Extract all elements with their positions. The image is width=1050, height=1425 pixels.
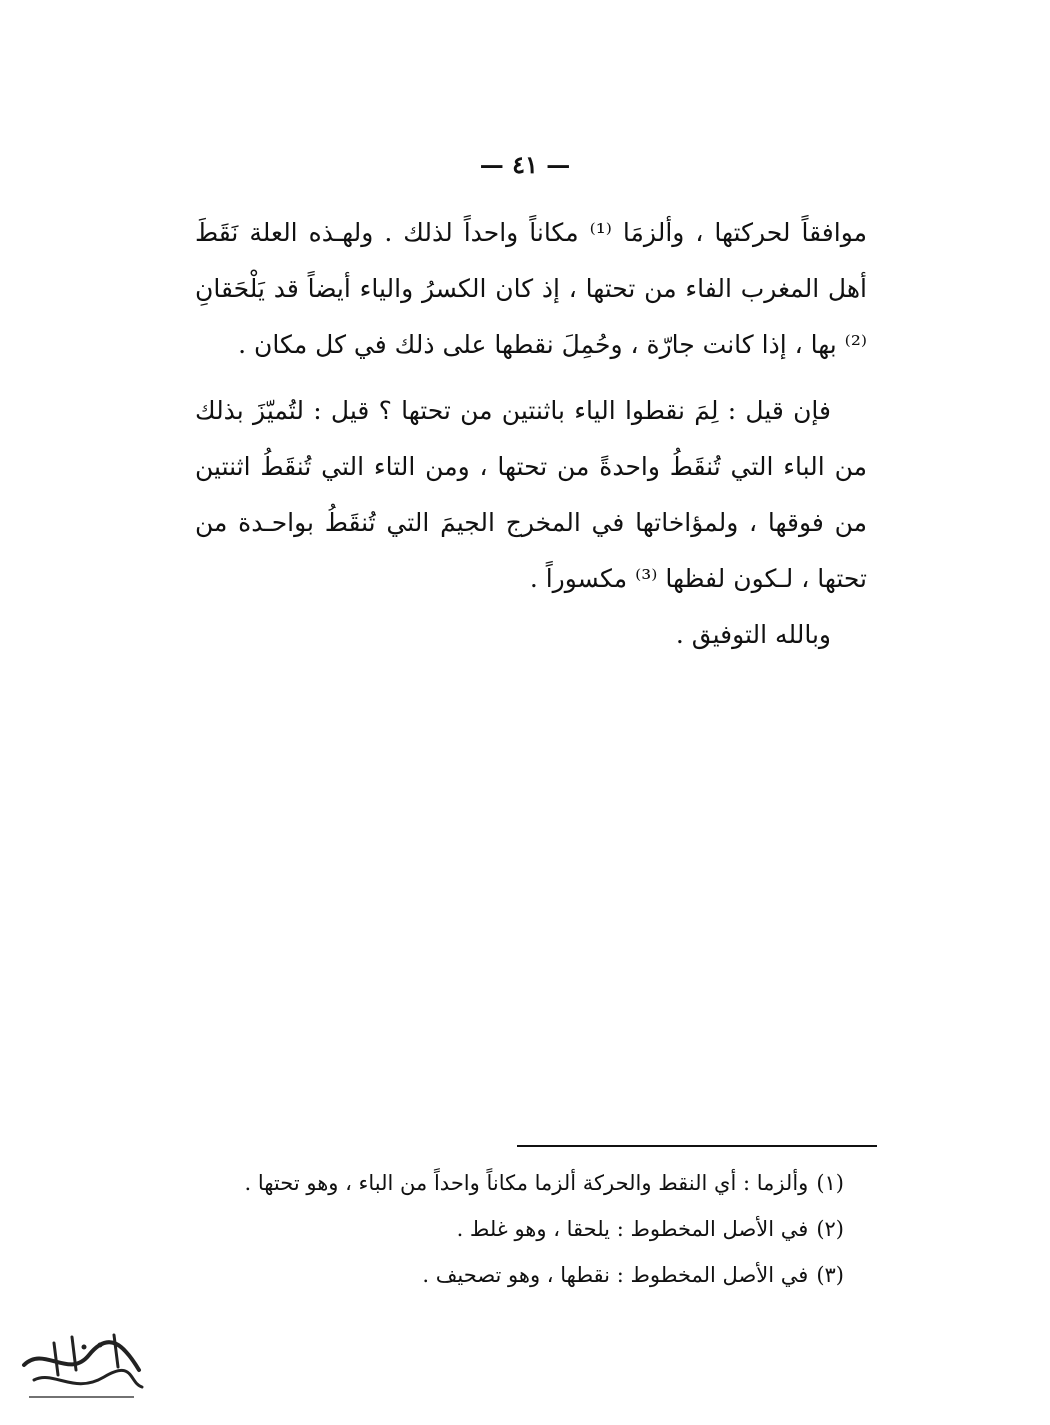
footnotes — [190, 1160, 844, 1298]
footnote-number: (٣) — [816, 1263, 844, 1287]
footnote-divider — [517, 1145, 877, 1147]
page-number: — ٤١ — — [479, 150, 571, 179]
paragraph — [195, 383, 867, 663]
footnote-number: (١) — [816, 1171, 844, 1195]
paragraph: موافقاً لحركتها ، وألزمَا ⁽¹⁾ مكاناً واحداً لذلك . ولهـذه العلة نَقَطَ أهل المغرب الفاء من تحتها ، إذ كان الكسرُ والياء أيضاً قد يَلْحَقانِ ⁽²⁾ بها ، إذا كانت جارّة ، وحُمِلَ نقطها على ذلك في كل مكان . — [195, 218, 867, 359]
main-text — [195, 205, 867, 663]
footnote-number: (٢) — [816, 1217, 844, 1241]
closing-line: وبالله التوفيق . — [675, 620, 831, 649]
calligraphy-logo-icon — [14, 1325, 149, 1410]
footnote — [190, 1206, 844, 1252]
paragraph-text: فإن قيل : لِمَ نقطوا الياء باثنتين من تحتها ؟ قيل : لتُميّزَ بذلك من الباء التي تُنقَطُ واحدةً من تحتها ، ومن التاء التي تُنقَطُ اثنتين من فوقها ، ولمؤاخاتها في المخرج الجيمَ التي تُنقَطُ بواحـدة من تحتها ، لـكون لفظها ⁽³⁾ مكسوراً . — [195, 396, 867, 593]
footnote-text: وألزما : أي النقط والحركة ألزما مكاناً واحداً من الباء ، وهو تحتها . — [244, 1171, 809, 1195]
footnote-text: في الأصل المخطوط : يلحقا ، وهو غلط . — [456, 1217, 809, 1241]
footnote — [190, 1160, 844, 1206]
watermark-logo — [14, 1325, 149, 1410]
footnote-text: في الأصل المخطوط : نقطها ، وهو تصحيف . — [422, 1263, 809, 1287]
footnote — [190, 1252, 844, 1298]
